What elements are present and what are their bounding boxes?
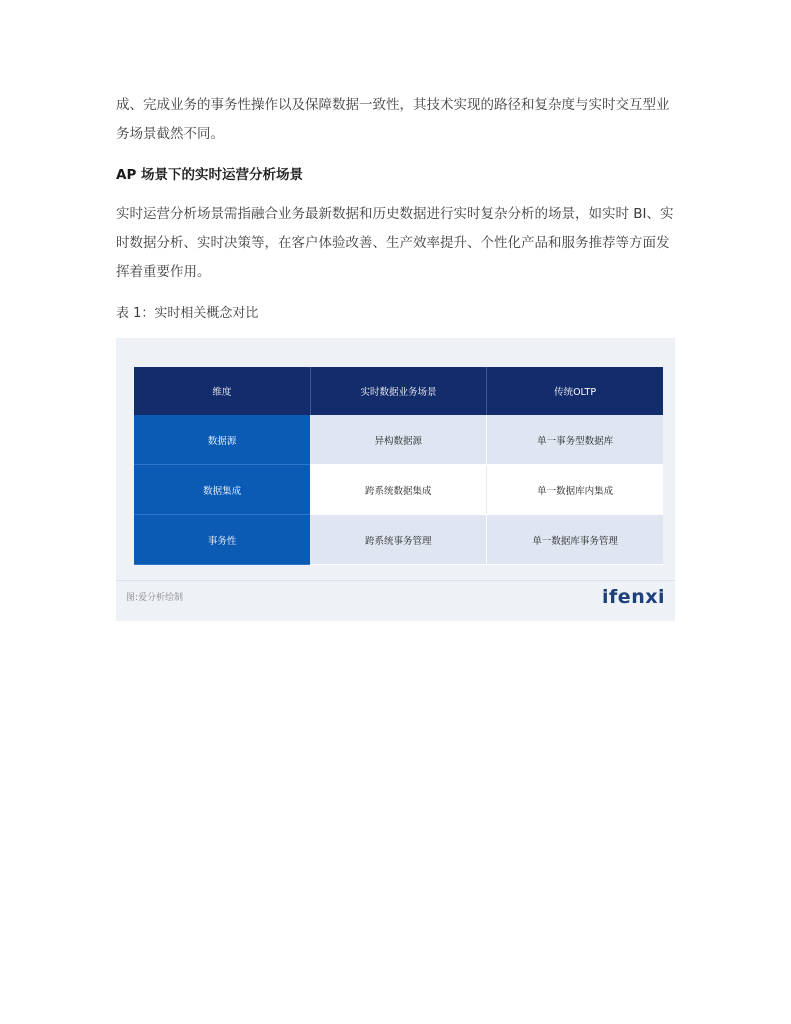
row-dimension: 数据源 (134, 415, 310, 465)
body-paragraph-1: 成、完成业务的事务性操作以及保障数据一致性，其技术实现的路径和复杂度与实时交互型业务场景截然不同。 (116, 97, 670, 142)
cell-oltp: 单一数据库内集成 (487, 465, 663, 515)
row-dimension: 数据集成 (134, 465, 310, 515)
table-caption: 表 1：实时相关概念对比 (116, 306, 259, 321)
body-paragraph-2: 实时运营分析场景需指融合业务最新数据和历史数据进行实时复杂分析的场景，如实时 BI、实时数据分析、实时决策等，在客户体验改善、生产效率提升、个性化产品和服务推荐等方面发挥着重要作用。 (116, 206, 674, 280)
row-dimension: 事务性 (134, 515, 310, 565)
table-row (134, 465, 663, 515)
header-dimension: 维度 (134, 367, 310, 415)
section-heading: AP 场景下的实时运营分析场景 (116, 167, 304, 183)
cell-oltp: 单一数据库事务管理 (487, 515, 663, 565)
cell-realtime: 跨系统事务管理 (310, 515, 486, 565)
table-header-row (134, 367, 663, 415)
header-realtime-scenario: 实时数据业务场景 (310, 367, 486, 415)
ifenxi-logo: ifenxi (602, 586, 665, 608)
table-row (134, 415, 663, 465)
header-traditional-oltp: 传统OLTP (487, 367, 663, 415)
comparison-table (134, 367, 663, 565)
figure-source-note: 图:爱分析绘制 (126, 593, 184, 603)
comparison-figure (116, 338, 675, 621)
cell-oltp: 单一事务型数据库 (487, 415, 663, 465)
table-row (134, 515, 663, 565)
cell-realtime: 异构数据源 (310, 415, 486, 465)
figure-divider (116, 580, 675, 581)
cell-realtime: 跨系统数据集成 (310, 465, 486, 515)
